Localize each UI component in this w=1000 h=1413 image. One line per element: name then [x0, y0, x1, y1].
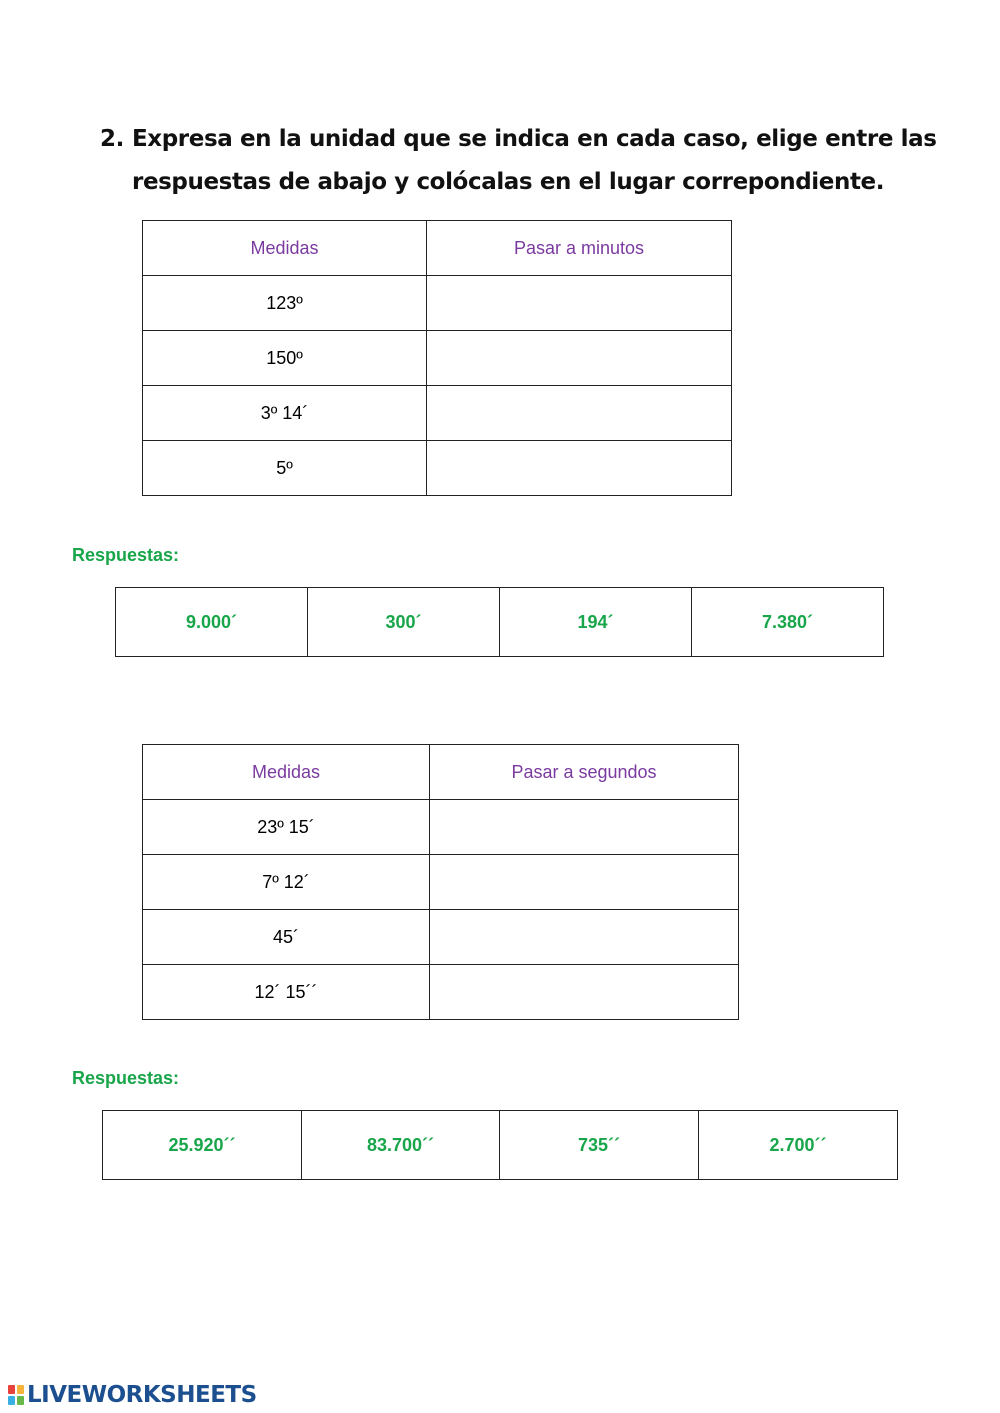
answer-drop-cell[interactable] — [430, 965, 739, 1020]
measure-cell: 45´ — [143, 910, 430, 965]
table-row — [143, 800, 739, 855]
draggable-answer[interactable]: 194´ — [500, 588, 692, 657]
draggable-answer[interactable]: 9.000´ — [116, 588, 308, 657]
table-row — [143, 441, 732, 496]
column-header-medidas: Medidas — [143, 745, 430, 800]
answer-drop-cell[interactable] — [430, 855, 739, 910]
table-header-row — [143, 221, 732, 276]
table-row — [143, 965, 739, 1020]
answer-drop-cell[interactable] — [427, 276, 732, 331]
instructions — [100, 118, 940, 204]
table-row — [143, 386, 732, 441]
seconds-table — [142, 744, 739, 1020]
draggable-answer[interactable]: 7.380´ — [692, 588, 884, 657]
draggable-answer[interactable]: 300´ — [308, 588, 500, 657]
column-header-pasar-a-segundos: Pasar a segundos — [430, 745, 739, 800]
draggable-answer[interactable]: 735´´ — [500, 1111, 699, 1180]
answers-label-2: Respuestas: — [72, 1068, 180, 1088]
answer-drop-cell[interactable] — [427, 331, 732, 386]
answers-bank-2 — [102, 1110, 898, 1180]
exercise-number: 2. — [100, 126, 124, 152]
minutes-table — [142, 220, 732, 496]
column-header-pasar-a-minutos: Pasar a minutos — [427, 221, 732, 276]
logo-square — [17, 1396, 24, 1405]
table-row — [143, 331, 732, 386]
answer-drop-cell[interactable] — [427, 441, 732, 496]
answers-label-1: Respuestas: — [72, 545, 180, 565]
draggable-answer[interactable]: 83.700´´ — [302, 1111, 500, 1180]
measure-cell: 123º — [143, 276, 427, 331]
measure-cell: 12´ 15´´ — [143, 965, 430, 1020]
table-row — [143, 855, 739, 910]
instructions-line-2: respuestas de abajo y colócalas en el lugar correpondiente. — [132, 169, 885, 195]
answers-bank-1 — [115, 587, 884, 657]
answer-drop-cell[interactable] — [430, 800, 739, 855]
table-row — [143, 276, 732, 331]
answer-drop-cell[interactable] — [427, 386, 732, 441]
table-header-row — [143, 745, 739, 800]
logo-square — [8, 1385, 15, 1394]
measure-cell: 5º — [143, 441, 427, 496]
liveworksheets-footer — [8, 1382, 257, 1408]
draggable-answer[interactable]: 25.920´´ — [103, 1111, 302, 1180]
answer-drop-cell[interactable] — [430, 910, 739, 965]
table-row — [143, 910, 739, 965]
instructions-line-1: Expresa en la unidad que se indica en cada caso, elige entre las — [132, 126, 937, 152]
logo-square — [17, 1385, 24, 1394]
draggable-answer[interactable]: 2.700´´ — [699, 1111, 898, 1180]
liveworksheets-logo-icon — [8, 1385, 24, 1405]
measure-cell: 7º 12´ — [143, 855, 430, 910]
measure-cell: 150º — [143, 331, 427, 386]
measure-cell: 23º 15´ — [143, 800, 430, 855]
column-header-medidas: Medidas — [143, 221, 427, 276]
logo-square — [8, 1396, 15, 1405]
brand-name: LIVEWORKSHEETS — [27, 1382, 257, 1408]
measure-cell: 3º 14´ — [143, 386, 427, 441]
